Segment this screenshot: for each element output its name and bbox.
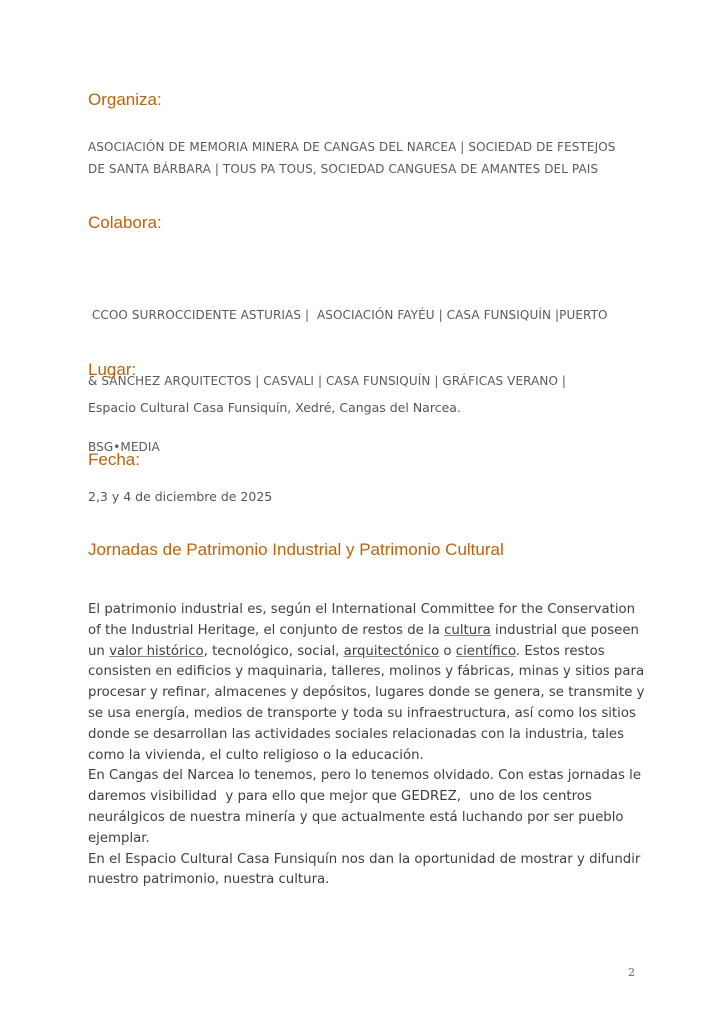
text-span: of the Industrial Heritage, el conjunto de restos de la	[88, 622, 445, 638]
body-line: ejemplar.	[88, 830, 150, 846]
body-line	[88, 642, 648, 663]
valor-historico-link[interactable]: valor histórico	[109, 643, 204, 659]
body-line: En Cangas del Narcea lo tenemos, pero lo tenemos olvidado. Con estas jornadas le	[88, 768, 642, 784]
body-line: se usa energía, medios de transporte y toda su infraestructura, así como los sitios	[88, 705, 636, 721]
lugar-text: Espacio Cultural Casa Funsiquín, Xedré, Cangas del Narcea.	[88, 400, 461, 415]
body-line	[88, 621, 648, 642]
body-line: donde se desarrollan las actividades sociales relacionadas con la industria, tales	[88, 726, 625, 742]
organiza-list	[88, 136, 648, 180]
organiza-line-2: DE SANTA BÁRBARA | TOUS PA TOUS, SOCIEDAD CANGUESA DE AMANTES DEL PAIS	[88, 162, 599, 176]
body-line: daremos visibilidad y para ello que mejor que GEDREZ, uno de los centros	[88, 789, 592, 805]
fecha-heading: Fecha:	[88, 450, 140, 469]
body-line: nuestro patrimonio, nuestra cultura.	[88, 872, 330, 888]
text-span: . Estos restos	[515, 643, 605, 659]
jornadas-heading: Jornadas de Patrimonio Industrial y Patrimonio Cultural	[88, 540, 504, 559]
text-span: industrial que poseen	[490, 622, 639, 638]
body-line: como la vivienda, el culto religioso o la educación.	[88, 747, 424, 763]
body-line: En el Espacio Cultural Casa Funsiquín nos dan la oportunidad de mostrar y difundir	[88, 851, 641, 867]
cientifico-link[interactable]: científico	[455, 643, 516, 659]
colabora-line-1: CCOO SURROCCIDENTE ASTURIAS | ASOCIACIÓN FAYÉU | CASA FUNSIQUÍN |PUERTO	[88, 308, 608, 322]
cultura-link[interactable]: cultura	[444, 622, 491, 638]
colabora-heading: Colabora:	[88, 213, 162, 232]
organiza-line-1: ASOCIACIÓN DE MEMORIA MINERA DE CANGAS DEL NARCEA | SOCIEDAD DE FESTEJOS	[88, 140, 616, 154]
arquitectonico-link[interactable]: arquitectónico	[343, 643, 440, 659]
text-span: un	[88, 643, 110, 659]
body-line: neurálgicos de nuestra minería y que actualmente está luchando por ser pueblo	[88, 809, 624, 825]
lugar-heading: Lugar:	[88, 360, 137, 379]
jornadas-body	[88, 600, 648, 891]
body-line: procesar y refinar, almacenes y depósitos, lugares donde se genera, se transmite y	[88, 685, 645, 701]
text-span: o	[439, 643, 456, 659]
colabora-line-3: BSG•MEDIA	[88, 440, 160, 454]
fecha-text: 2,3 y 4 de diciembre de 2025	[88, 489, 273, 504]
colabora-list	[88, 260, 648, 502]
body-line: consisten en edificios y maquinaria, talleres, molinos y fábricas, minas y sitios para	[88, 664, 645, 680]
colabora-line-2: & SÁNCHEZ ARQUITECTOS | CASVALI | CASA FUNSIQUÍN | GRÁFICAS VERANO |	[88, 374, 567, 388]
page-number: 2	[628, 966, 635, 979]
organiza-heading: Organiza:	[88, 90, 162, 109]
body-line: El patrimonio industrial es, según el International Committee for the Conservation	[88, 602, 636, 617]
text-span: , tecnológico, social,	[203, 643, 344, 659]
